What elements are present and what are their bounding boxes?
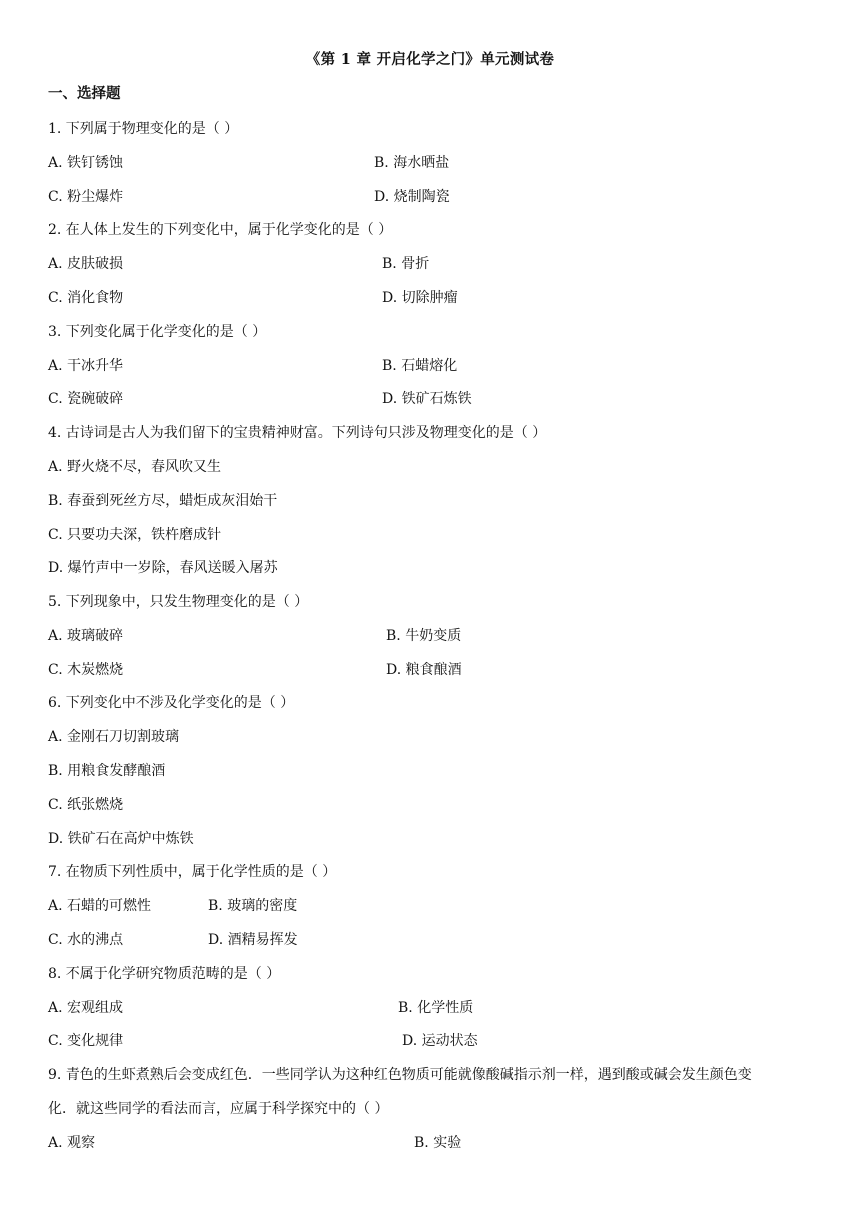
question-8-option-c: C. 变化规律 — [48, 1033, 124, 1049]
question-7-stem: 7. 在物质下列性质中，属于化学性质的是（ ） — [48, 864, 337, 880]
question-4-option-b: B. 春蚕到死丝方尽，蜡炬成灰泪始干 — [48, 493, 278, 509]
question-1-option-a: A. 铁钉锈蚀 — [48, 155, 124, 171]
question-3-option-c: C. 瓷碗破碎 — [48, 391, 124, 407]
question-2-option-b: B. 骨折 — [382, 256, 430, 272]
question-4-option-d: D. 爆竹声中一岁除，春风送暖入屠苏 — [48, 560, 278, 576]
question-1-stem: 1. 下列属于物理变化的是（ ） — [48, 121, 239, 137]
question-5-option-a: A. 玻璃破碎 — [48, 628, 124, 644]
question-2-option-a: A. 皮肤破损 — [48, 256, 124, 272]
question-5-option-c: C. 木炭燃烧 — [48, 662, 124, 678]
question-9-option-a: A. 观察 — [48, 1135, 96, 1151]
question-4-option-c: C. 只要功夫深，铁杵磨成针 — [48, 527, 222, 543]
question-8-stem: 8. 不属于化学研究物质范畴的是（ ） — [48, 966, 281, 982]
question-4-option-a: A. 野火烧不尽，春风吹又生 — [48, 459, 222, 475]
question-4-stem: 4. 古诗词是古人为我们留下的宝贵精神财富。下列诗句只涉及物理变化的是（ ） — [48, 425, 547, 441]
question-3-option-b: B. 石蜡熔化 — [382, 358, 458, 374]
question-7-option-b: B. 玻璃的密度 — [208, 898, 298, 914]
question-5-option-d: D. 粮食酿酒 — [386, 662, 462, 678]
question-3-option-d: D. 铁矿石炼铁 — [382, 391, 472, 407]
question-7-option-c: C. 水的沸点 — [48, 932, 124, 948]
question-6-option-d: D. 铁矿石在高炉中炼铁 — [48, 831, 194, 847]
page-title: 《第 1 章 开启化学之门》单元测试卷 — [305, 51, 555, 68]
question-6-option-c: C. 纸张燃烧 — [48, 797, 124, 813]
question-3-option-a: A. 干冰升华 — [48, 358, 124, 374]
question-3-stem: 3. 下列变化属于化学变化的是（ ） — [48, 324, 267, 340]
question-8-option-b: B. 化学性质 — [398, 1000, 474, 1016]
question-2-stem: 2. 在人体上发生的下列变化中，属于化学变化的是（ ） — [48, 222, 393, 238]
section-heading: 一、选择题 — [48, 85, 121, 102]
question-9-stem-line1: 9. 青色的生虾煮熟后会变成红色．一些同学认为这种红色物质可能就像酸碱指示剂一样，遇到酸或碱会发生颜色变 — [48, 1067, 752, 1083]
question-6-option-a: A. 金刚石刀切割玻璃 — [48, 729, 180, 745]
question-9-stem-line2: 化．就这些同学的看法而言，应属于科学探究中的（ ） — [48, 1101, 389, 1117]
question-2-option-c: C. 消化食物 — [48, 290, 124, 306]
question-6-stem: 6. 下列变化中不涉及化学变化的是（ ） — [48, 695, 295, 711]
question-8-option-d: D. 运动状态 — [402, 1033, 478, 1049]
question-7-option-a: A. 石蜡的可燃性 — [48, 898, 152, 914]
question-1-option-b: B. 海水晒盐 — [374, 155, 450, 171]
question-7-option-d: D. 酒精易挥发 — [208, 932, 298, 948]
question-1-option-d: D. 烧制陶瓷 — [374, 189, 450, 205]
question-5-option-b: B. 牛奶变质 — [386, 628, 462, 644]
question-1-option-c: C. 粉尘爆炸 — [48, 189, 124, 205]
question-2-option-d: D. 切除肿瘤 — [382, 290, 458, 306]
question-9-option-b: B. 实验 — [414, 1135, 462, 1151]
question-6-option-b: B. 用粮食发酵酿酒 — [48, 763, 166, 779]
question-5-stem: 5. 下列现象中，只发生物理变化的是（ ） — [48, 594, 309, 610]
question-8-option-a: A. 宏观组成 — [48, 1000, 124, 1016]
